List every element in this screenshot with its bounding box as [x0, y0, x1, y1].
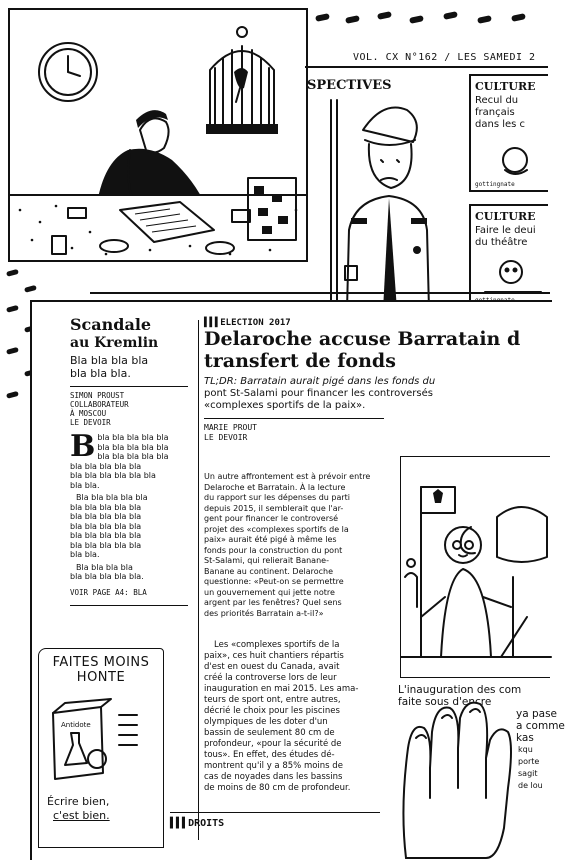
- droits-section: ▌▌▌DROITS: [170, 818, 225, 829]
- left-byline: SIMON PROUST COLLABORATEUR À MOSCOU LE DEVOIR: [70, 391, 129, 427]
- left-headline: Scandale au Kremlin: [70, 315, 159, 351]
- drop-cap: B: [70, 429, 96, 464]
- politician-illustration: [401, 457, 551, 679]
- ad-product: Antidote: [61, 721, 91, 729]
- left-body1: bla bla bla bla bla bla bla bla bla bla bla bla bla bla bla: [97, 433, 169, 461]
- reader-panel: [8, 8, 308, 262]
- article-paragraph-1: Un autre affrontement est à prévoir entre Delaroche et Barratain. À la lecture du rapport sur les dépenses du parti depuis 2015, il semblerait que l'ar- gent pour financer le controversé projet des «complexes sportifs de la paix» aurait été pigé à même les fonds pour la construction du pont St-Salami, qui relierait Banane- Banane au continent. Delaroche questionne: «Peut-on se permettre un gouvernement qui jette notre argent par les fenêtres? Quel sens des priorités Barratain a-t-il?»: [204, 472, 371, 618]
- reader-figure: [98, 110, 206, 206]
- culture1-drawing: [475, 138, 545, 178]
- soldier-illustration: [305, 70, 470, 310]
- background-speckles: [305, 8, 548, 58]
- culture2-label: CULTURE: [475, 210, 536, 223]
- skull-icon: [475, 252, 545, 296]
- tldr: TL;DR: Barratain aurait pigé dans les fonds du pont St-Salami pour financer les controversés «complexes sportifs de la paix».: [204, 376, 436, 411]
- main-byline: MARIE PROUT LE DEVOIR: [204, 423, 257, 442]
- ad-title: FAITES MOINS HONTE: [52, 655, 150, 685]
- culture2-text: Faire le deui du théâtre: [475, 225, 536, 248]
- antidote-ad[interactable]: [38, 648, 164, 848]
- article-photo: [400, 456, 550, 678]
- left-dek: Bla bla bla bla bla bla bla.: [70, 354, 149, 380]
- culture1-label: CULTURE: [475, 80, 536, 93]
- section-label: ▌▌▌ELECTION 2017: [204, 318, 291, 328]
- hand-illustration: [386, 688, 546, 858]
- perspectives-label: SPECTIVES: [307, 78, 392, 93]
- culture-box-1: [469, 74, 548, 192]
- left-body2: Bla bla bla bla bla bla bla bla bla bla bla bla bla bla bla bla bla bla bla bla bla bla bla bla bla bla bla bla bla bla bla bla.: [70, 493, 148, 559]
- clock-icon: [39, 43, 97, 101]
- see-page-link[interactable]: VOIR PAGE A4: BLA: [70, 587, 147, 597]
- section-marker-icon: ▌▌▌: [170, 818, 189, 829]
- antidote-box-icon: [41, 693, 161, 783]
- left-column: Scandale au Kremlin Bla bla bla bla bla bla bla. SIMON PROUST COLLABORATEUR À MOSCOU LE DEVOIR B bla bla bla bla bla bla bla bla bla bla bla bla bla bla bla bla bla bla bla bla bla bla bla bla bla bla bla bla. Bla bla bla bla bla bla bla bla bla bla bla bla bla bla bla bla bla bla bla bla bla bla bla bla bla bla bla bla bla bla bla bla. Bla bla bla bla bla bla bla bla bla. VOIR PAGE A4: BLA: [70, 316, 192, 606]
- article-paragraph-2: Les «complexes sportifs de la paix», ces huit chantiers répartis d'est en ouest du Canada, avait créé la controverse lors de leur inauguration en mai 2015. Les ama- teurs de sport ont, entre autres, décrié le choix pour les piscines olympiques de les doter d'un bassin de seulement 80 cm de profondeur, «pour la sécurité de tous». En effet, des études dé- montrent qu'il y a 85% moins de cas de noyades dans les bassins de moins de 80 cm de profondeur.: [204, 640, 359, 793]
- ad-caption: Écrire bien, c'est bien.: [47, 795, 110, 822]
- reader-illustration: [10, 10, 306, 260]
- culture1-signature: gottingnate: [475, 181, 515, 188]
- photo-caption: L'inauguration des com faite sous d'encre ya pase a comme kas kqu porte sagit de lou: [398, 684, 565, 790]
- bird-cage-icon: [206, 27, 278, 134]
- newspaper-top: [305, 8, 548, 308]
- main-article: [204, 318, 550, 443]
- section-marker-icon: ▌▌▌: [204, 318, 221, 328]
- main-headline: Delaroche accuse Barratain d transfert de fonds: [204, 328, 521, 372]
- culture1-text: Recul du français dans les c: [475, 95, 526, 130]
- left-body3: Bla bla bla bla bla bla bla bla bla.: [70, 562, 144, 581]
- issue-line: VOL. CX N°162 / LES SAMEDI 2: [353, 52, 536, 63]
